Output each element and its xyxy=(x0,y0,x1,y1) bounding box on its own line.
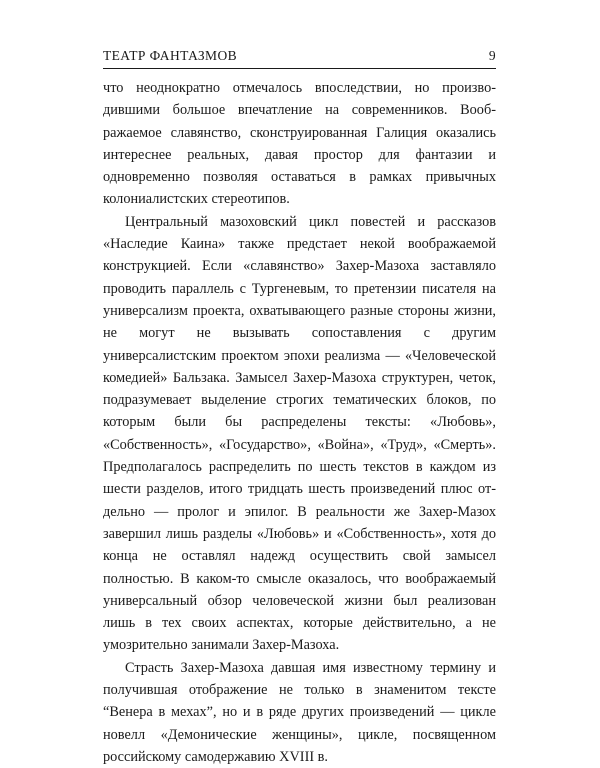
running-header xyxy=(103,48,496,69)
book-page xyxy=(103,48,496,768)
body-text xyxy=(103,77,496,768)
paragraph-1: что неоднократно отмечалось впоследствии, но производившими большое впечатление на современников. Воображаемое славянство, сконструированная Галиция оказались интереснее реальных, давая простор для фантазии и одновременно позволяя оставаться в рамках привычных колониалистских стереотипов. xyxy=(103,80,496,208)
page-number: 9 xyxy=(488,48,496,63)
running-title: ТЕАТР ФАНТАЗМОВ xyxy=(103,48,238,63)
paragraph-3: Страсть Захер-Мазоха давшая имя известному термину и получившая отображение не только в знаменитом тексте “Венера в мехах”, но и в ряде других произведений — цикле новелл «Демонические женщины», цикле, посвященном российскому самодержавию XVIII в. xyxy=(103,659,496,765)
paragraph-2: Центральный мазоховский цикл повестей и рассказов «Наследие Каина» также предстает некой воображаемой конструкцией. Если «славянство» Захер-Мазоха заставляло проводить параллель с Тургеневым, то претензии писателя на универсализм проекта, охватывающего разные стороны жизни, не могут не вызывать сопоставления с другим универсалистским проектом эпохи реализма — «Человеческой комедией» Бальзака. Замысел Захер-Мазоха структурен, четок, подразумевает выделение строгих тематических блоков, по которым были бы распределены тексты: «Любовь», «Собственность», «Государство», «Война», «Труд», «Смерть». Предполагалось распределить по шесть текстов в каждом из шести разделов, итого тридцать шесть произведений плюс отдельно — пролог и эпилог. В реальности же Захер-Мазох завершил лишь разделы «Любовь» и «Собственность», хотя до конца не оставлял надежд осуществить свой замысел полностью. В каком-то смысле оказалось, что воображаемый универсальный обзор человеческой жизни был реализован лишь в тех своих аспектах, которые действительно, а не умозрительно занимали Захер-Мазоха. xyxy=(103,213,496,654)
